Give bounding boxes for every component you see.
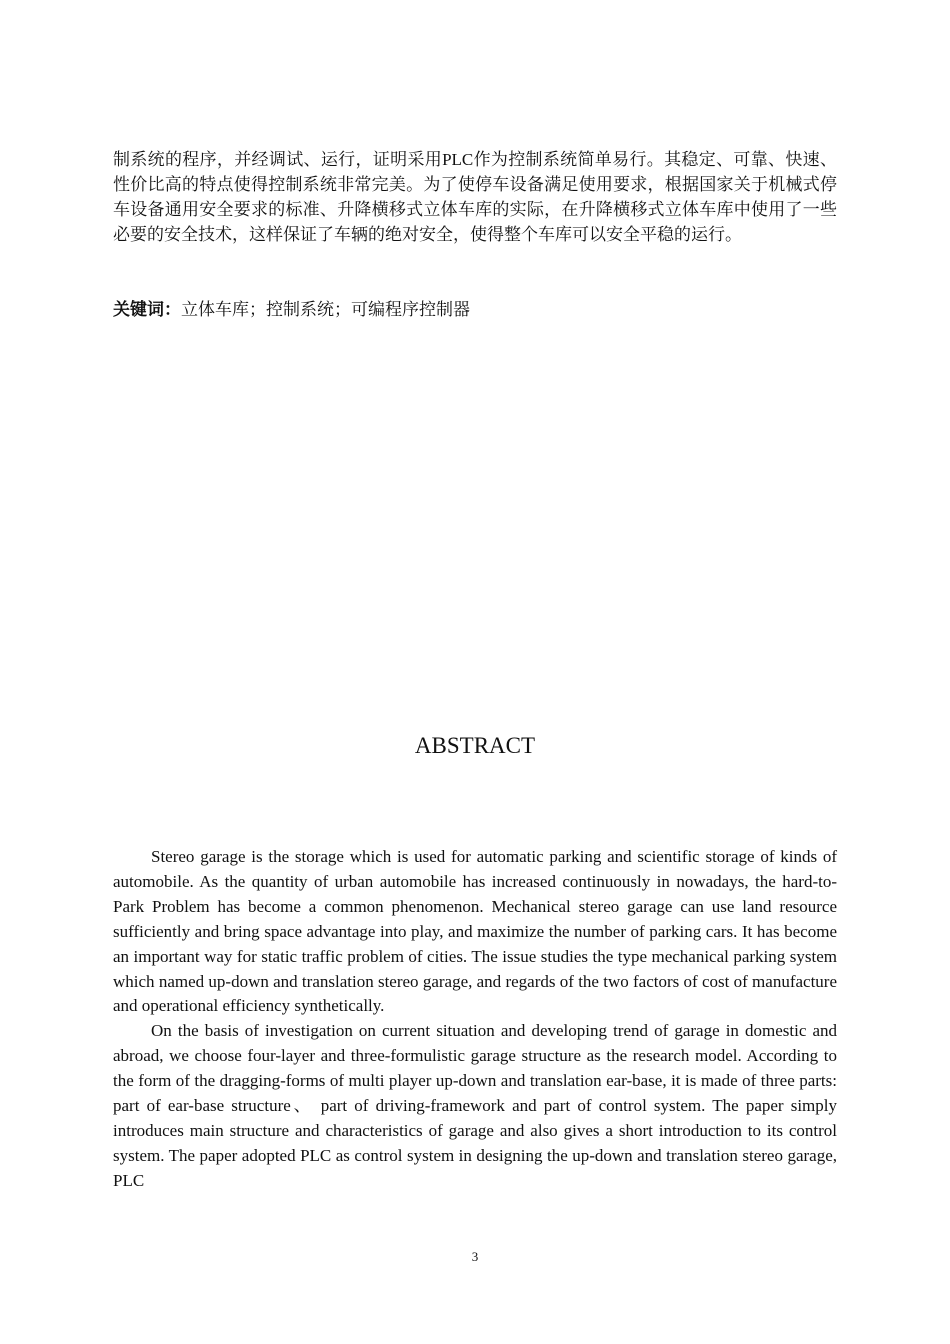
abstract-paragraph-1: Stereo garage is the storage which is used for automatic parking and scientific storage of kinds of automobile. As the quantity of urban automobile has increased continuously in nowadays, the hard-to-Park Problem has become a common phenomenon. Mechanical stereo garage can use land resource sufficiently and bring space advantage into play, and maximize the number of parking cars. It has become an important way for static traffic problem of cities. The issue studies the type mechanical parking system which named up-down and translation stereo garage, and regards of the two factors of cost of manufacture and operational efficiency synthetically.	[113, 847, 837, 1016]
abstract-body	[113, 845, 837, 1194]
chinese-abstract-paragraph: 制系统的程序，并经调试、运行，证明采用PLC作为控制系统简单易行。其稳定、可靠、快速、性价比高的特点使得控制系统非常完美。为了使停车设备满足使用要求，根据国家关于机械式停车设备通用安全要求的标准、升降横移式立体车库的实际，在升降横移式立体车库中使用了一些必要的安全技术，这样保证了车辆的绝对安全，使得整个车库可以安全平稳的运行。	[113, 150, 837, 244]
abstract-paragraph-2: On the basis of investigation on current situation and developing trend of garage in domestic and abroad, we choose four-layer and three-formulistic garage structure as the research model. According to the form of the dragging-forms of multi player up-down and translation ear-base, it is made of three parts: part of ear-base structure、 part of driving-framework and part of control system. The paper simply introduces main structure and characteristics of garage and also gives a short introduction to its control system. The paper adopted PLC as control system in designing the up-down and translation stereo garage, PLC	[113, 1021, 837, 1190]
abstract-title: ABSTRACT	[414, 733, 536, 758]
keywords-label: 关键词：	[113, 300, 181, 319]
page-number: 3	[471, 1249, 479, 1264]
keywords-line	[113, 297, 837, 322]
keywords-text: 立体车库；控制系统；可编程序控制器	[181, 300, 470, 319]
